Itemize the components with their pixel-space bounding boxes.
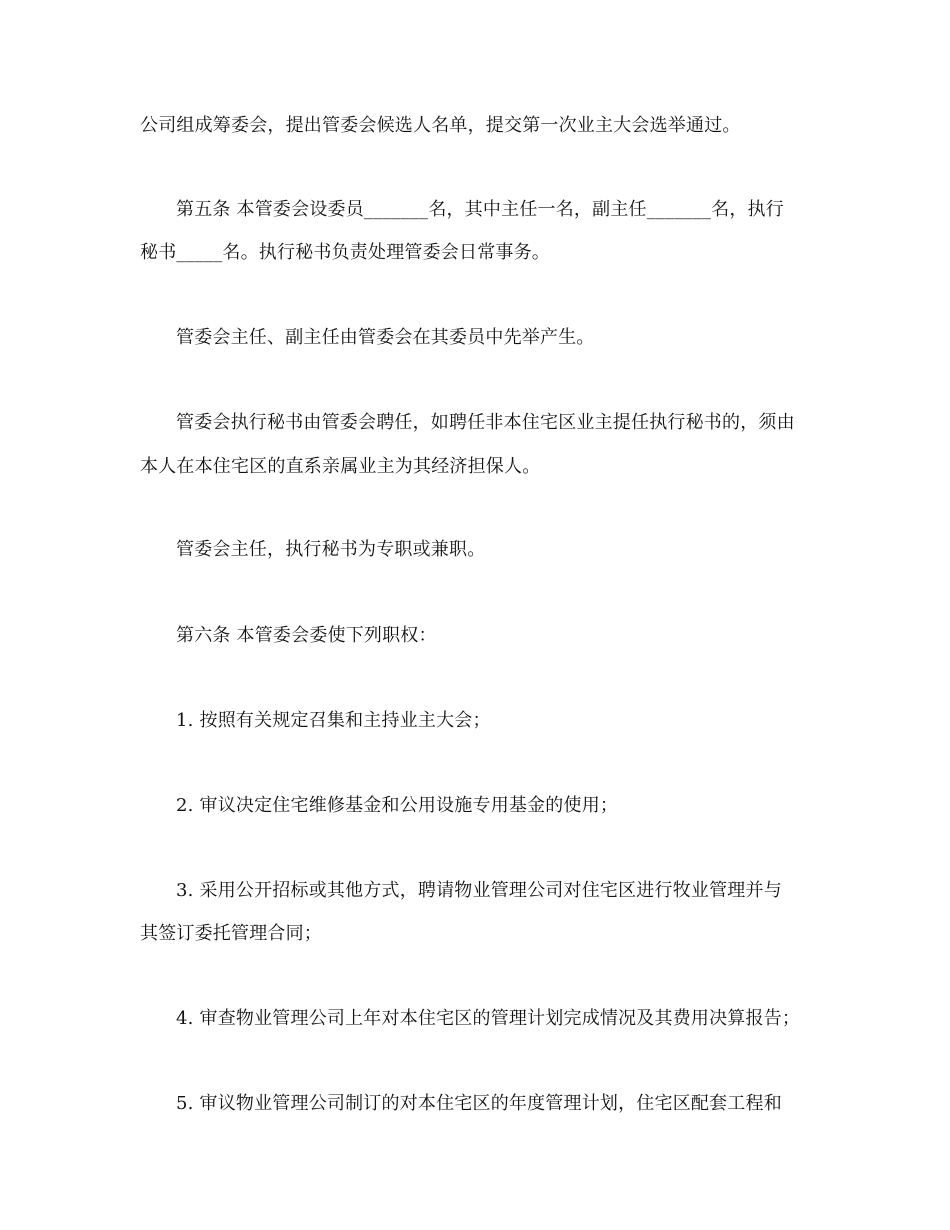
paragraph-line-3: 秘书_____名。执行秘书负责处理管委会日常事务。 xyxy=(140,242,550,263)
list-item-3-line-1: 3. 采用公开招标或其他方式，聘请物业管理公司对住宅区进行牧业管理并与 xyxy=(176,880,782,901)
paragraph-line-2: 第五条 本管委会设委员_______名，其中主任一名，副主任_______名，执行 xyxy=(176,199,784,220)
list-item-1: 1. 按照有关规定召集和主持业主大会； xyxy=(176,710,491,731)
paragraph-line-8: 第六条 本管委会委使下列职权： xyxy=(176,625,437,646)
list-item-3-line-2: 其签订委托管理合同； xyxy=(140,923,322,944)
paragraph-line-5: 管委会执行秘书由管委会聘任，如聘任非本住宅区业主提任执行秘书的，须由 xyxy=(176,412,795,433)
paragraph-line-6: 本人在本住宅区的直系亲属业主为其经济担保人。 xyxy=(140,456,541,477)
paragraph-line-7: 管委会主任，执行秘书为专职或兼职。 xyxy=(176,539,486,560)
paragraph-line-1: 公司组成筹委会，提出管委会候选人名单，提交第一次业主大会选举通过。 xyxy=(140,115,741,136)
paragraph-line-4: 管委会主任、副主任由管委会在其委员中先举产生。 xyxy=(176,327,595,348)
list-item-2: 2. 审议决定住宅维修基金和公用设施专用基金的使用； xyxy=(176,795,619,816)
list-item-4: 4. 审查物业管理公司上年对本住宅区的管理计划完成情况及其费用决算报告； xyxy=(176,1008,801,1029)
list-item-5: 5. 审议物业管理公司制订的对本住宅区的年度管理计划，住宅区配套工程和 xyxy=(176,1093,782,1114)
